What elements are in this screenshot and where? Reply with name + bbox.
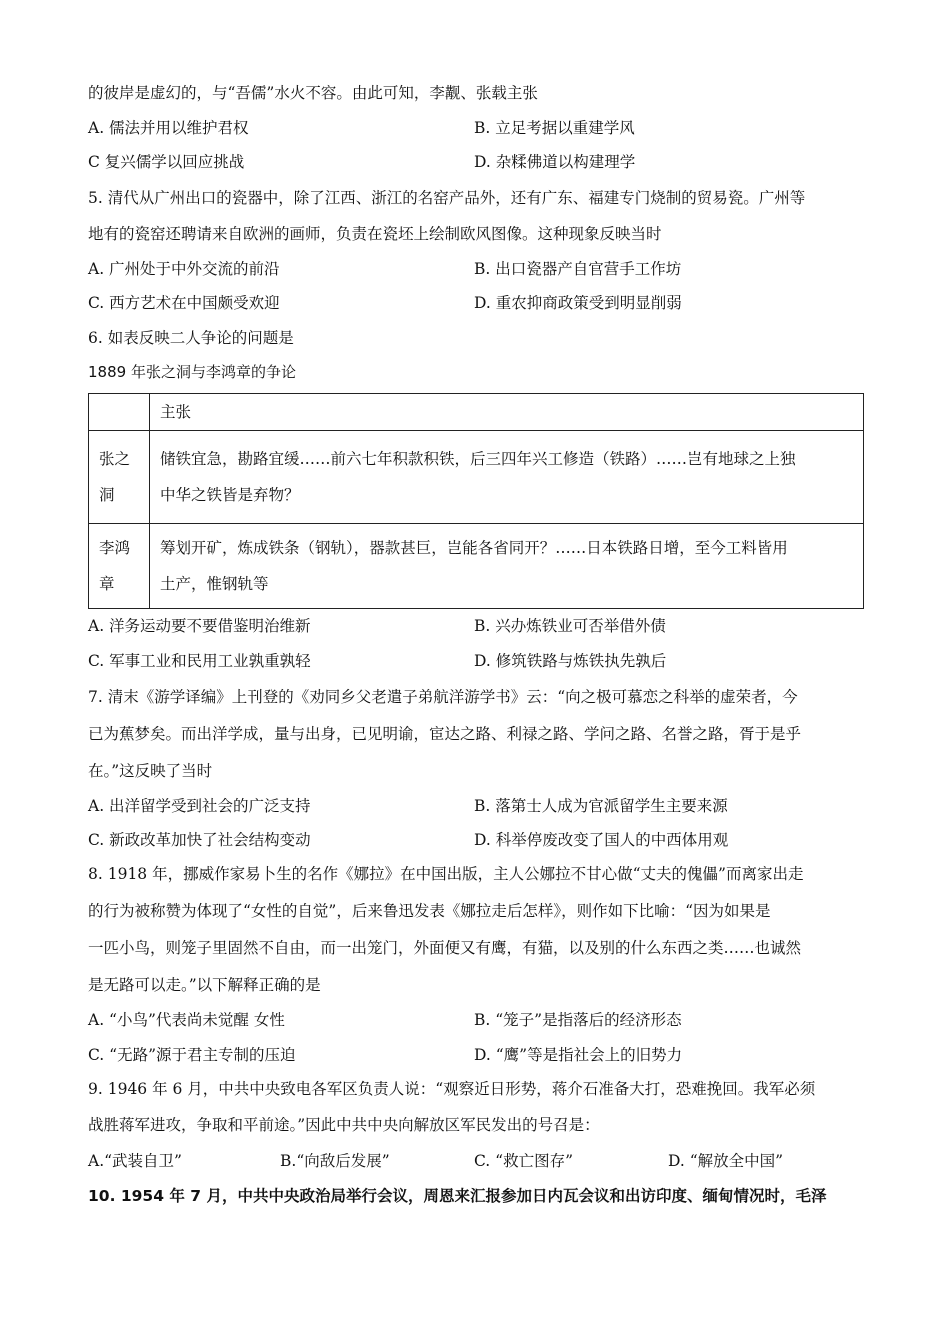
q8-stem-line4: 是无路可以走。”以下解释正确的是 xyxy=(88,976,321,994)
table-corner-cell xyxy=(89,394,150,431)
person-name-line1: 李鸿 xyxy=(99,539,131,557)
q7-option-b: B. 落第士人成为官派留学生主要来源 xyxy=(474,797,728,815)
q7-stem-line3: 在。”这反映了当时 xyxy=(88,762,213,780)
q8-option-a: A. “小鸟”代表尚未觉醒 女性 xyxy=(88,1011,285,1029)
q8-stem-line1: 8. 1918 年，挪威作家易卜生的名作《娜拉》在中国出版，主人公娜拉不甘心做“丈夫的傀儡”而离家出走 xyxy=(88,865,804,883)
q5-option-d: D. 重农抑商政策受到明显削弱 xyxy=(474,294,682,312)
q5-option-c: C. 西方艺术在中国颇受欢迎 xyxy=(88,294,280,312)
q6-option-d: D. 修筑铁路与炼铁执先孰后 xyxy=(474,652,667,670)
q9-stem-line1: 9. 1946 年 6 月，中共中央致电各军区负责人说：“观察近日形势，蒋介石准备大打，恐难挽回。我军必须 xyxy=(88,1080,816,1098)
table-header-cell: 主张 xyxy=(150,394,864,431)
person-name-line2: 章 xyxy=(99,575,115,593)
q4-option-c: C 复兴儒学以回应挑战 xyxy=(88,153,245,171)
person-name-line2: 洞 xyxy=(99,486,115,504)
q8-option-b: B. “笼子”是指落后的经济形态 xyxy=(474,1011,682,1029)
q5-option-a: A. 广州处于中外交流的前沿 xyxy=(88,260,280,278)
q4-option-b: B. 立足考据以重建学风 xyxy=(474,119,635,137)
table-row xyxy=(89,431,864,524)
q10-stem-line1: 10. 1954 年 7 月，中共中央政治局举行会议，周恩来汇报参加日内瓦会议和出访印度、缅甸情况时，毛泽 xyxy=(88,1187,827,1205)
q9-stem-line2: 战胜蒋军进攻，争取和平前途。”因此中共中央向解放区军民发出的号召是： xyxy=(88,1116,600,1134)
q9-option-d: D. “解放全中国” xyxy=(668,1152,784,1170)
q6-option-a: A. 洋务运动要不要借鉴明治维新 xyxy=(88,617,311,635)
q4-option-d: D. 杂糅佛道以构建理学 xyxy=(474,153,636,171)
q6-table-caption: 1889 年张之洞与李鸿章的争论 xyxy=(88,363,296,381)
person-name-line1: 张之 xyxy=(99,450,131,468)
q7-stem-line2: 已为蕉梦矣。而出洋学成，量与出身，已见明谕，宦达之路、利禄之路、学问之路、名誉之路，胥于是乎 xyxy=(88,725,802,743)
q4-stem-tail: 的彼岸是虚幻的，与“吾儒”水火不容。由此可知，李觏、张载主张 xyxy=(88,84,538,102)
q4-option-a: A. 儒法并用以维护君权 xyxy=(88,119,249,137)
q8-option-d: D. “鹰”等是指社会上的旧势力 xyxy=(474,1046,683,1064)
table-claim-cell xyxy=(150,524,864,609)
q5-stem-line2: 地有的瓷窑还聘请来自欧洲的画师，负责在瓷坯上绘制欧风图像。这种现象反映当时 xyxy=(88,225,662,243)
q9-option-c: C. “救亡图存” xyxy=(474,1152,574,1170)
claim-line2: 土产，惟钢轨等 xyxy=(160,575,269,593)
q9-option-b: B.“向敌后发展” xyxy=(280,1152,390,1170)
q8-stem-line3: 一匹小鸟，则笼子里固然不自由，而一出笼门，外面便又有鹰，有猫，以及别的什么东西之类……也诚然 xyxy=(88,939,802,957)
q7-option-a: A. 出洋留学受到社会的广泛支持 xyxy=(88,797,311,815)
q6-table xyxy=(88,393,864,609)
table-header-row xyxy=(89,394,864,431)
q7-stem-line1: 7. 清末《游学译编》上刊登的《劝同乡父老遣子弟航洋游学书》云：“向之极可慕恋之科举的虚荣者，今 xyxy=(88,688,798,706)
q6-stem: 6. 如表反映二人争论的问题是 xyxy=(88,329,294,347)
table-name-cell xyxy=(89,524,150,609)
table-name-cell xyxy=(89,431,150,524)
q7-option-d: D. 科举停废改变了国人的中西体用观 xyxy=(474,831,729,849)
q9-option-a: A.“武装自卫” xyxy=(88,1152,182,1170)
table-row xyxy=(89,524,864,609)
claim-line1: 筹划开矿，炼成铁条（钢轨），器款甚巨，岂能各省同开？……日本铁路日增，至今工料皆用 xyxy=(160,539,788,557)
q7-option-c: C. 新政改革加快了社会结构变动 xyxy=(88,831,311,849)
table-claim-cell xyxy=(150,431,864,524)
q8-option-c: C. “无路”源于君主专制的压迫 xyxy=(88,1046,296,1064)
q6-option-c: C. 军事工业和民用工业孰重孰轻 xyxy=(88,652,311,670)
claim-line1: 储铁宜急，勘路宜缓……前六七年积款积铁，后三四年兴工修造（铁路）……岂有地球之上独 xyxy=(160,450,796,468)
q5-option-b: B. 出口瓷器产自官营手工作坊 xyxy=(474,260,682,278)
q8-stem-line2: 的行为被称赞为体现了“女性的自觉”，后来鲁迅发表《娜拉走后怎样》，则作如下比喻：“因为如果是 xyxy=(88,902,771,920)
claim-line2: 中华之铁皆是弃物？ xyxy=(160,486,300,504)
q6-option-b: B. 兴办炼铁业可否举借外债 xyxy=(474,617,666,635)
q5-stem-line1: 5. 清代从广州出口的瓷器中，除了江西、浙江的名窑产品外，还有广东、福建专门烧制的贸易瓷。广州等 xyxy=(88,189,806,207)
